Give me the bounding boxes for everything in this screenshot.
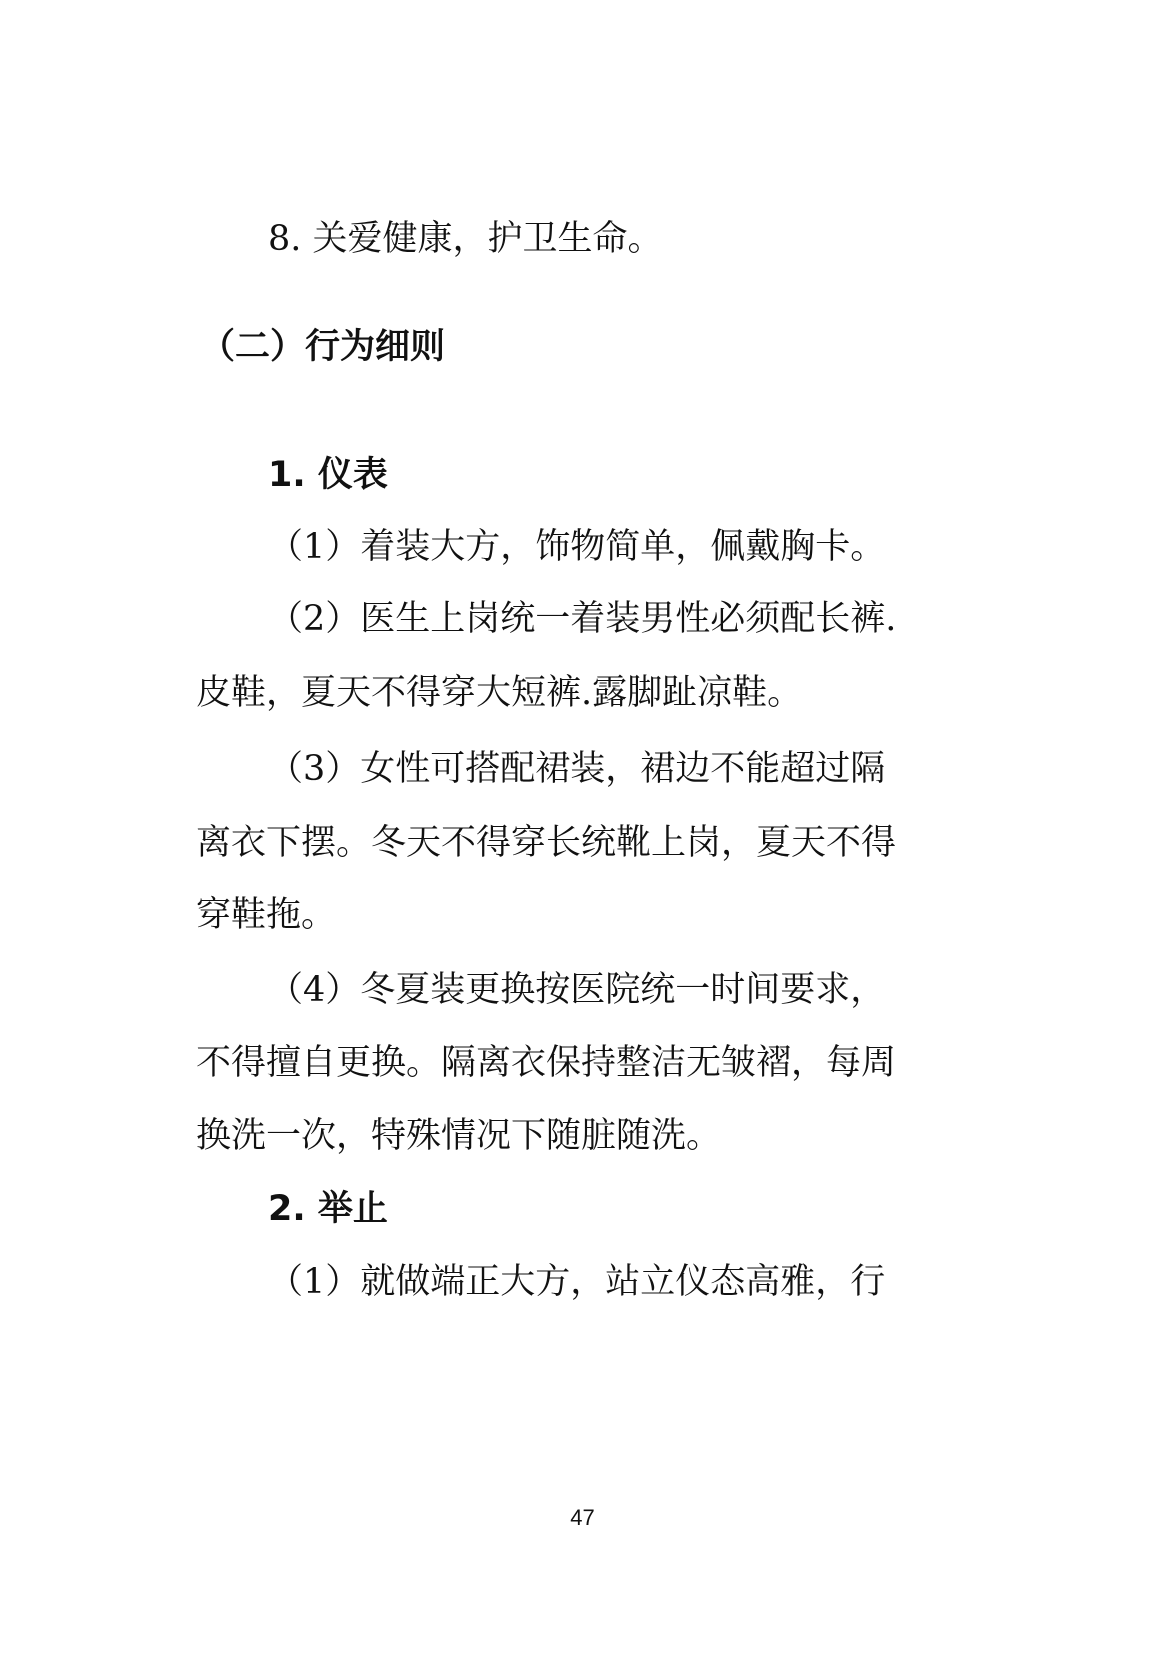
appearance-item-3-line-1: （3）女性可搭配裙装，裙边不能超过隔 — [268, 749, 886, 789]
page-number: 47 — [570, 1505, 595, 1530]
appearance-item-4-line-1: （4）冬夏装更换按医院统一时间要求， — [268, 970, 886, 1010]
appearance-item-3-line-2: 离衣下摆。冬天不得穿长统靴上岗，夏天不得 — [196, 823, 897, 863]
appearance-item-1-line-1: （1）着装大方，饰物简单，佩戴胸卡。 — [268, 527, 886, 567]
appearance-item-4-line-2: 不得擅自更换。隔离衣保持整洁无皱褶，每周 — [196, 1043, 897, 1083]
section-heading: （二）行为细则 — [200, 327, 446, 367]
behavior-item-1-line-1: （1）就做端正大方，站立仪态高雅，行 — [268, 1262, 886, 1302]
subsection-heading-appearance: 1. 仪表 — [268, 455, 388, 495]
appearance-item-2-line-2: 皮鞋，夏天不得穿大短裤.露脚趾凉鞋。 — [196, 673, 803, 713]
subsection-heading-behavior: 2. 举止 — [268, 1189, 388, 1229]
item-8-text: 8. 关爱健康，护卫生命。 — [268, 219, 663, 259]
appearance-item-2-line-1: （2）医生上岗统一着装男性必须配长裤. — [268, 599, 897, 639]
appearance-item-3-line-3: 穿鞋拖。 — [196, 895, 337, 935]
appearance-item-4-line-3: 换洗一次，特殊情况下随脏随洗。 — [196, 1116, 722, 1156]
